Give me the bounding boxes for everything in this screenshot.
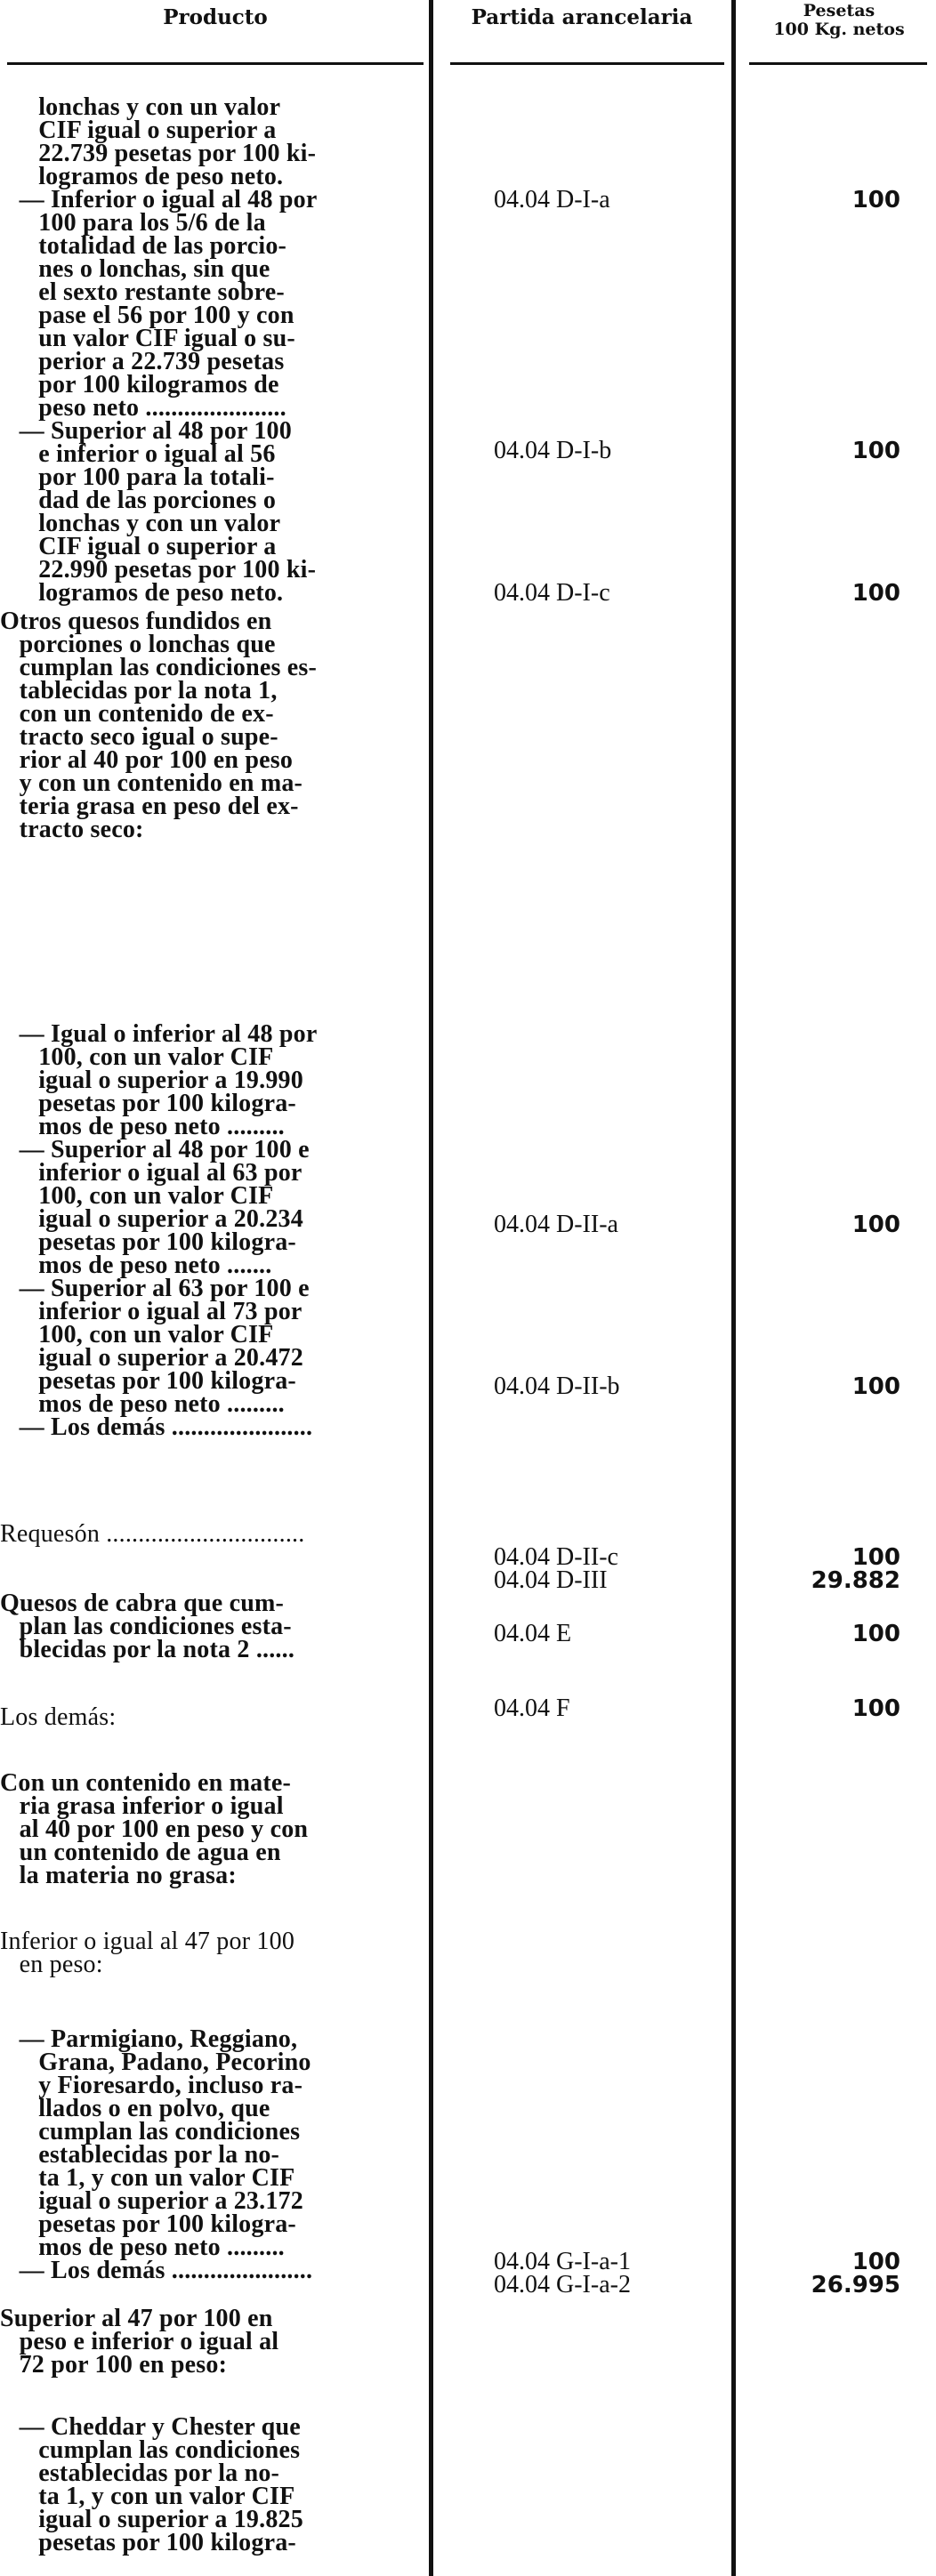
tariff-code: 04.04 D-I-c: [494, 579, 610, 607]
column-header-partida: Partida arancelaria: [471, 5, 693, 29]
product-description: [0, 2413, 420, 2556]
tariff-code: 04.04 D-II-a: [494, 1211, 618, 1238]
product-description-line: — Los demás ......................: [0, 1413, 313, 1441]
product-description-line: rior al 40 por 100 en peso: [0, 746, 294, 774]
product-description-line: dad de las porciones o: [0, 487, 277, 514]
product-description: [0, 1020, 420, 1441]
product-description-line: igual o superior a 20.472: [0, 1344, 303, 1372]
product-description-line: mos de peso neto .........: [0, 2234, 285, 2261]
product-description-line: peso e inferior o igual al: [0, 2328, 279, 2355]
product-description-line: el sexto restante sobre-: [0, 278, 285, 306]
product-description: [0, 1520, 420, 1548]
product-description-line: pesetas por 100 kilogra-: [0, 2210, 296, 2238]
tariff-code: 04.04 G-I-a-2: [494, 2271, 631, 2298]
product-description-line: pesetas por 100 kilogra-: [0, 1228, 296, 1256]
product-description-line: la materia no grasa:: [0, 1862, 237, 1889]
product-description-line: — Superior al 63 por 100 e: [0, 1275, 310, 1302]
product-description-line: establecidas por la no-: [0, 2141, 280, 2169]
tariff-code: 04.04 D-III: [494, 1566, 608, 1594]
product-description-line: pesetas por 100 kilogra-: [0, 2529, 296, 2556]
product-description-line: en peso:: [0, 1951, 103, 1978]
product-description-line: CIF igual o superior a: [0, 533, 277, 560]
header-rule-pesetas: [749, 62, 927, 65]
duty-value: 100: [851, 1695, 900, 1722]
product-description-line: tracto seco igual o supe-: [0, 723, 278, 751]
duty-value: 100: [851, 187, 900, 213]
product-description-line: 22.739 pesetas por 100 ki-: [0, 140, 317, 167]
product-description-line: ta 1, y con un valor CIF: [0, 2483, 295, 2510]
duty-value: 100: [851, 1621, 900, 1647]
duty-value: 100: [851, 2249, 900, 2275]
product-description-line: porciones o lonchas que: [0, 631, 276, 658]
product-description-line: 100 para los 5/6 de la: [0, 209, 266, 237]
product-description-line: lonchas y con un valor: [0, 93, 281, 121]
header-rule-producto: [7, 62, 424, 65]
column-header-pesetas: [742, 2, 936, 39]
column-divider-right: [731, 0, 736, 2576]
product-description-line: establecidas por la no-: [0, 2459, 280, 2487]
product-description-line: CIF igual o superior a: [0, 117, 277, 144]
product-description-line: 100, con un valor CIF: [0, 1321, 274, 1348]
product-description-line: Superior al 47 por 100 en: [0, 2305, 273, 2332]
tariff-code: 04.04 D-I-b: [494, 437, 612, 464]
product-description-line: por 100 para la totali-: [0, 463, 275, 491]
product-description: [0, 2025, 420, 2284]
product-description-line: totalidad de las porcio-: [0, 232, 287, 260]
product-description-line: logramos de peso neto.: [0, 579, 284, 607]
tariff-code: 04.04 G-I-a-1: [494, 2248, 631, 2275]
product-description-line: llados o en polvo, que: [0, 2095, 270, 2122]
product-description-line: perior a 22.739 pesetas: [0, 348, 285, 375]
product-description: [0, 1592, 420, 1662]
product-description: [0, 93, 420, 607]
tariff-code: 04.04 D-II-c: [494, 1543, 618, 1571]
product-description-line: ta 1, y con un valor CIF: [0, 2164, 295, 2192]
tariff-code: 04.04 F: [494, 1695, 570, 1722]
product-description: [0, 1703, 420, 1731]
product-description-line: un valor CIF igual o su-: [0, 325, 295, 352]
duty-value: 26.995: [811, 2272, 900, 2298]
product-description-line: Los demás:: [0, 1703, 117, 1731]
product-description-line: tablecidas por la nota 1,: [0, 677, 278, 704]
column-header-pesetas-line1: Pesetas: [803, 1, 875, 20]
product-description-line: igual o superior a 20.234: [0, 1205, 303, 1233]
product-description-line: — Inferior o igual al 48 por: [0, 186, 318, 213]
product-description-line: — Cheddar y Chester que: [0, 2413, 301, 2441]
product-description-line: — Parmigiano, Reggiano,: [0, 2025, 298, 2053]
product-description-line: — Superior al 48 por 100 e: [0, 1136, 310, 1163]
product-description-line: Con un contenido en mate-: [0, 1769, 292, 1797]
product-description-line: ria grasa inferior o igual: [0, 1792, 284, 1820]
product-description-line: cumplan las condiciones: [0, 2118, 301, 2145]
product-description-line: 22.990 pesetas por 100 ki-: [0, 556, 317, 584]
product-description-line: logramos de peso neto.: [0, 163, 284, 190]
product-description-line: mos de peso neto .........: [0, 1113, 285, 1140]
product-description: [0, 1769, 420, 1889]
duty-value: 29.882: [811, 1567, 900, 1594]
product-description-line: inferior o igual al 63 por: [0, 1159, 303, 1187]
product-description-line: y con un contenido en ma-: [0, 769, 303, 797]
product-description-line: cumplan las condiciones: [0, 2436, 301, 2464]
product-description-line: y Fioresardo, incluso ra-: [0, 2072, 303, 2099]
product-description-line: peso neto ......................: [0, 394, 286, 422]
product-description-line: pase el 56 por 100 y con: [0, 302, 295, 329]
product-description-line: 100, con un valor CIF: [0, 1043, 274, 1071]
product-description: [0, 1930, 420, 1976]
product-description-line: igual o superior a 19.825: [0, 2506, 303, 2533]
column-divider-left: [429, 0, 433, 2576]
product-description-line: inferior o igual al 73 por: [0, 1298, 303, 1325]
tariff-code: 04.04 E: [494, 1620, 572, 1647]
product-description-line: plan las condiciones esta-: [0, 1613, 292, 1640]
header-rule-partida: [450, 62, 724, 65]
product-description-line: teria grasa en peso del ex-: [0, 793, 299, 820]
duty-value: 100: [851, 1373, 900, 1400]
duty-value: 100: [851, 580, 900, 607]
product-description-line: por 100 kilogramos de: [0, 371, 279, 398]
product-description-line: cumplan las condiciones es-: [0, 654, 318, 681]
product-description-line: Grana, Padano, Pecorino: [0, 2049, 311, 2076]
product-description-line: — Superior al 48 por 100: [0, 417, 292, 445]
product-description-line: Requesón ...............................: [0, 1520, 305, 1548]
duty-value: 100: [851, 438, 900, 464]
product-description-line: igual o superior a 23.172: [0, 2187, 303, 2215]
tariff-code: 04.04 D-I-a: [494, 186, 610, 213]
product-description-line: — Igual o inferior al 48 por: [0, 1020, 318, 1048]
duty-value: 100: [851, 1544, 900, 1571]
product-description-line: un contenido de agua en: [0, 1839, 281, 1866]
product-description-line: pesetas por 100 kilogra-: [0, 1090, 296, 1117]
product-description-line: igual o superior a 19.990: [0, 1067, 303, 1094]
tariff-code: 04.04 D-II-b: [494, 1373, 620, 1400]
product-description-line: Otros quesos fundidos en: [0, 608, 272, 635]
product-description-line: pesetas por 100 kilogra-: [0, 1367, 296, 1395]
duty-value: 100: [851, 1212, 900, 1238]
product-description-line: al 40 por 100 en peso y con: [0, 1815, 309, 1843]
product-description: [0, 2307, 420, 2377]
product-description-line: blecidas por la nota 2 ......: [0, 1636, 295, 1663]
product-description-line: — Los demás ......................: [0, 2257, 313, 2284]
product-description-line: tracto seco:: [0, 816, 144, 843]
product-description-line: nes o lonchas, sin que: [0, 255, 270, 283]
product-description: [0, 610, 420, 841]
product-description-line: Inferior o igual al 47 por 100: [0, 1928, 295, 1955]
product-description-line: mos de peso neto .........: [0, 1390, 285, 1418]
product-description-line: mos de peso neto .......: [0, 1252, 272, 1279]
product-description-line: 72 por 100 en peso:: [0, 2351, 228, 2379]
product-description-line: 100, con un valor CIF: [0, 1182, 274, 1210]
product-description-line: Quesos de cabra que cum-: [0, 1590, 285, 1617]
product-description-line: con un contenido de ex-: [0, 700, 274, 728]
product-description-line: e inferior o igual al 56: [0, 440, 276, 468]
column-header-producto: Producto: [163, 5, 268, 29]
product-description-line: lonchas y con un valor: [0, 510, 281, 537]
column-header-pesetas-line2: 100 Kg. netos: [773, 20, 905, 39]
